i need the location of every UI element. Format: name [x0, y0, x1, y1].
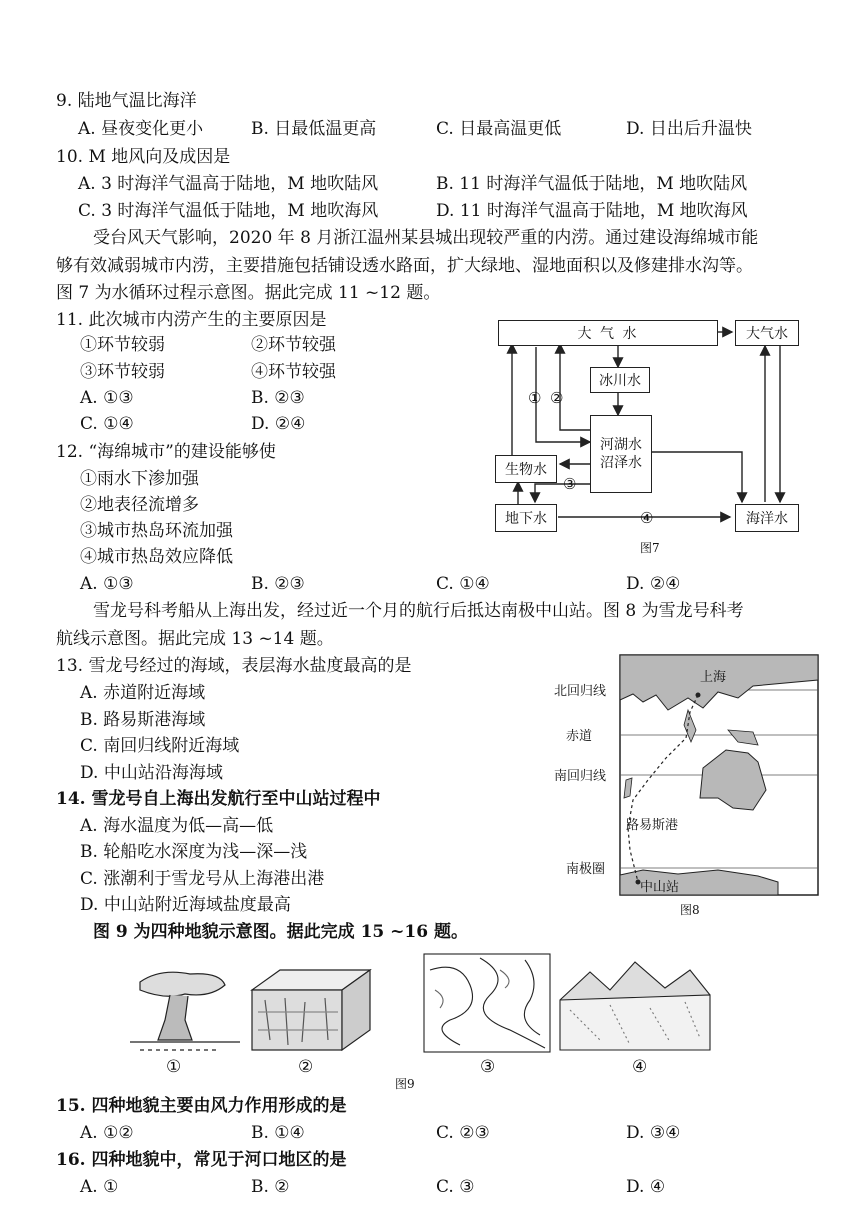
q9-option-c: C. 日最高温更低: [436, 119, 562, 139]
label-tropic-of-cancer: 北回归线: [554, 684, 607, 699]
q9-stem: 9. 陆地气温比海洋: [56, 91, 197, 111]
q9-option-a: A. 昼夜变化更小: [78, 119, 204, 139]
biological-water-box: 生物水: [495, 455, 557, 483]
landform-label-1: ①: [166, 1057, 182, 1077]
passage1-line1: 受台风天气影响，2020 年 8 月浙江温州某县城出现较严重的内涝。通过建设海绵城市能: [93, 228, 759, 248]
passage3-line1: 图 9 为四种地貌示意图。据此完成 15 ~16 题。: [93, 922, 468, 942]
landform-3-river-delta: [424, 954, 550, 1052]
q16-option-b: B. ②: [251, 1177, 290, 1197]
groundwater-box: 地下水: [495, 504, 557, 532]
figure-7-water-cycle: [490, 312, 810, 562]
q12-stem: 12. “海绵城市”的建设能够使: [56, 442, 276, 462]
label-2: ②: [550, 389, 564, 407]
label-shanghai: 上海: [700, 670, 727, 685]
q15-option-b: B. ①④: [251, 1123, 305, 1143]
label-1: ①: [528, 389, 542, 407]
q14-option-c: C. 涨潮利于雪龙号从上海港出港: [80, 869, 325, 889]
q11-option-c: C. ①④: [80, 414, 134, 434]
q13-option-d: D. 中山站沿海海域: [80, 763, 223, 783]
landform-label-3: ③: [480, 1057, 496, 1077]
q12-option-a: A. ①③: [80, 574, 134, 594]
q14-option-b: B. 轮船吃水深度为浅—深—浅: [80, 842, 308, 862]
figure-8-route-map: [548, 650, 823, 918]
label-port-louis: 路易斯港: [626, 818, 679, 833]
q10-option-b: B. 11 时海洋气温低于陆地，M 地吹陆风: [436, 174, 748, 194]
q13-stem: 13. 雪龙号经过的海域，表层海水盐度最高的是: [56, 656, 412, 676]
landform-1-mushroom-rock: [130, 972, 240, 1050]
q11-option-a: A. ①③: [80, 388, 134, 408]
landform-label-2: ②: [298, 1057, 314, 1077]
figure-9-landforms: [130, 950, 720, 1090]
label-4: ④: [640, 509, 654, 527]
q12-item-2: ②地表径流增多: [80, 495, 199, 515]
q11-item-3: ③环节较弱: [80, 362, 165, 382]
label-antarctic-circle: 南极圈: [566, 862, 606, 877]
passage2-line2: 航线示意图。据此完成 13 ~14 题。: [56, 629, 334, 649]
q11-option-b: B. ②③: [251, 388, 305, 408]
q12-item-3: ③城市热岛环流加强: [80, 521, 233, 541]
q9-option-d: D. 日出后升温快: [626, 119, 752, 139]
q16-option-a: A. ①: [80, 1177, 119, 1197]
q11-option-d: D. ②④: [251, 414, 306, 434]
q14-option-a: A. 海水温度为低—高—低: [80, 816, 274, 836]
glacier-water-box: 冰川水: [590, 367, 650, 393]
q11-stem: 11. 此次城市内涝产生的主要原因是: [56, 310, 327, 330]
q15-option-d: D. ③④: [626, 1123, 681, 1143]
label-equator: 赤道: [566, 729, 593, 744]
q10-option-a: A. 3 时海洋气温高于陆地，M 地吹陆风: [78, 174, 379, 194]
passage2-line1: 雪龙号科考船从上海出发，经过近一个月的航行后抵达南极中山站。图 8 为雪龙号科考: [93, 601, 744, 621]
figure-9-caption: 图9: [395, 1077, 415, 1091]
q11-item-2: ②环节较强: [251, 335, 336, 355]
label-3: ③: [563, 475, 577, 493]
ocean-water-box: 海洋水: [735, 504, 799, 532]
q12-option-d: D. ②④: [626, 574, 681, 594]
q12-item-4: ④城市热岛效应降低: [80, 547, 233, 567]
q11-item-1: ①环节较弱: [80, 335, 165, 355]
atmospheric-water-box: 大 气 水: [498, 320, 718, 346]
q12-option-c: C. ①④: [436, 574, 490, 594]
label-tropic-of-capricorn: 南回归线: [554, 769, 607, 784]
q14-stem: 14. 雪龙号自上海出发航行至中山站过程中: [56, 789, 381, 809]
q16-stem: 16. 四种地貌中，常见于河口地区的是: [56, 1150, 347, 1170]
passage1-line2: 够有效减弱城市内涝，主要措施包括铺设透水路面，扩大绿地、湿地面积以及修建排水沟等。: [56, 256, 753, 276]
landform-label-4: ④: [632, 1057, 648, 1077]
q12-item-1: ①雨水下渗加强: [80, 469, 199, 489]
q14-option-d: D. 中山站附近海域盐度最高: [80, 895, 291, 915]
q11-item-4: ④环节较强: [251, 362, 336, 382]
label-zhongshan-station: 中山站: [640, 880, 680, 895]
q10-option-c: C. 3 时海洋气温低于陆地，M 地吹海风: [78, 201, 379, 221]
q10-stem: 10. M 地风向及成因是: [56, 147, 231, 167]
landform-2-karst-block: [252, 970, 370, 1050]
q9-option-b: B. 日最低温更高: [251, 119, 377, 139]
passage1-line3: 图 7 为水循环过程示意图。据此完成 11 ~12 题。: [56, 283, 441, 303]
q15-stem: 15. 四种地貌主要由风力作用形成的是: [56, 1096, 347, 1116]
figure-7-caption: 图7: [640, 541, 660, 555]
lake-swamp-water-box: 河湖水 沼泽水: [590, 415, 652, 493]
q13-option-a: A. 赤道附近海域: [80, 683, 206, 703]
q16-option-c: C. ③: [436, 1177, 475, 1197]
landform-4-mountain-fan: [560, 962, 710, 1050]
q12-option-b: B. ②③: [251, 574, 305, 594]
atmospheric-water-small-box: 大气水: [735, 320, 799, 346]
q13-option-b: B. 路易斯港海域: [80, 710, 206, 730]
q13-option-c: C. 南回归线附近海域: [80, 736, 240, 756]
q16-option-d: D. ④: [626, 1177, 666, 1197]
figure-8-caption: 图8: [680, 903, 700, 917]
q10-option-d: D. 11 时海洋气温高于陆地，M 地吹海风: [436, 201, 748, 221]
q15-option-a: A. ①②: [80, 1123, 134, 1143]
q15-option-c: C. ②③: [436, 1123, 490, 1143]
